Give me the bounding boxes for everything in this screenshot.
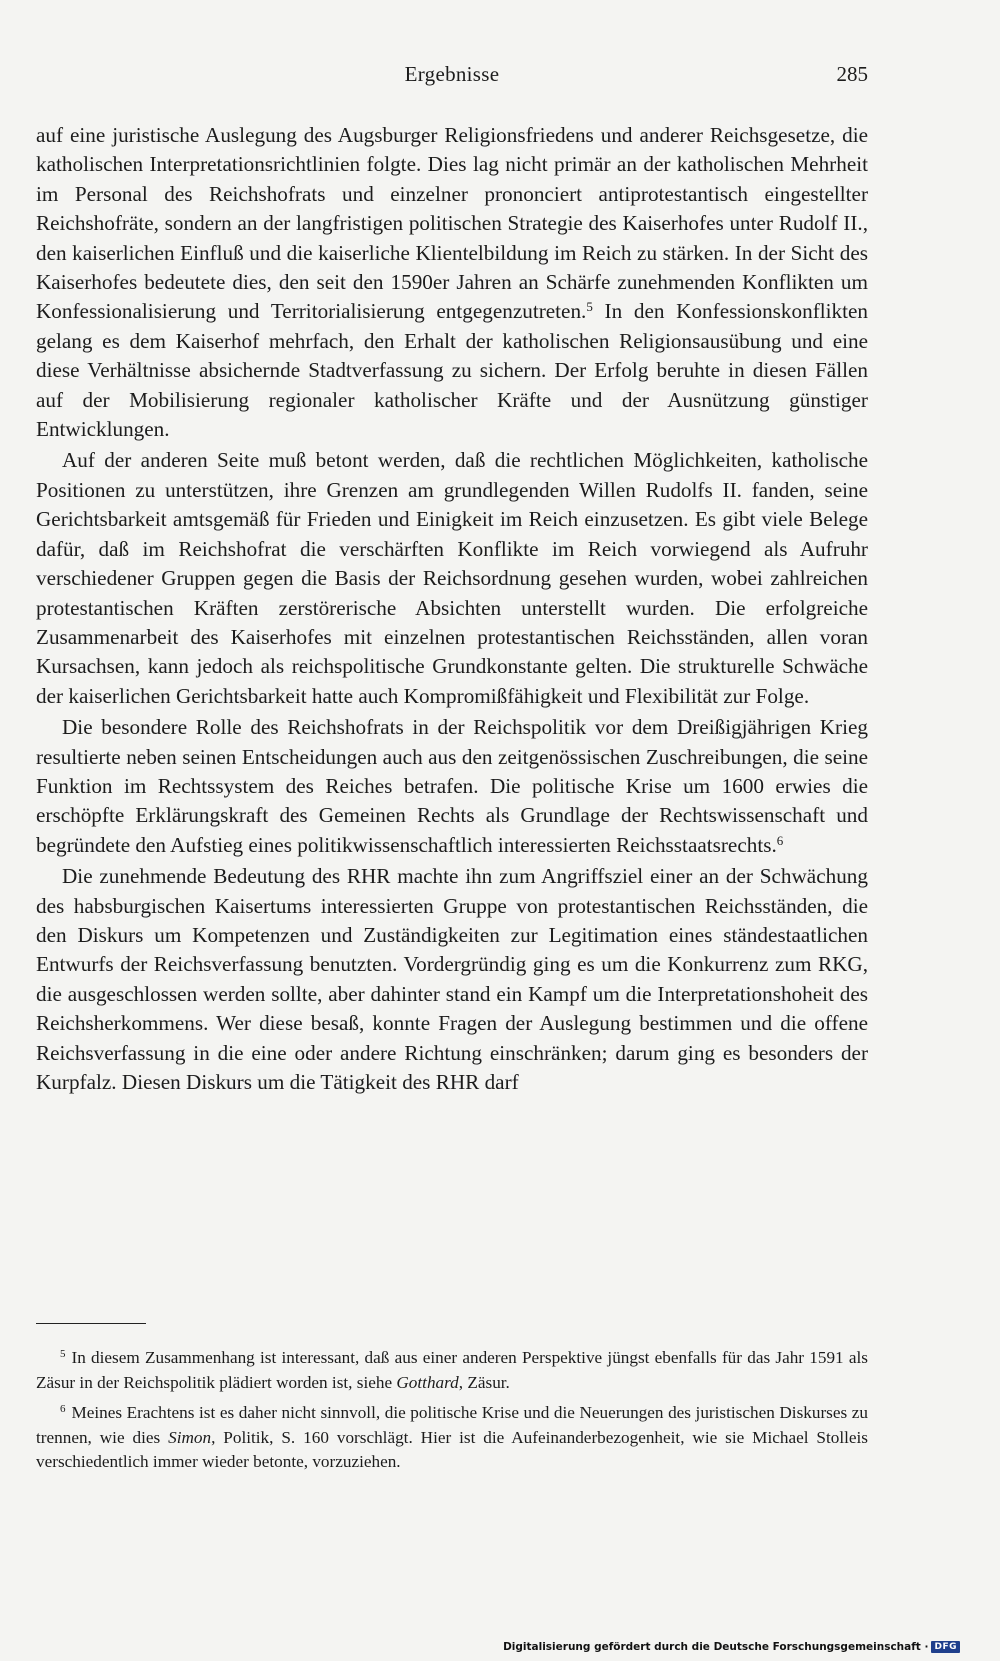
footnote-number: 5 [60, 1348, 66, 1360]
page-number: 285 [836, 62, 868, 86]
paragraph-2: Auf der anderen Seite muß betont werden, daß die rechtlichen Möglichkeiten, katholische Positionen zu unterstützen, ihre Grenzen am grundlegenden Willen Rudolfs II. fanden, seine Gerichtsbarkeit amtsgemäß für Frieden und Einigkeit im Reich einzusetzen. Es gibt viele Belege dafür, daß im Reichshofrat die verschärften Konflikte im Reich vorwiegend als Aufruhr verschiedener Gruppen gegen die Basis der Reichsordnung gesehen wurden, wobei zahlreichen protestantischen Kräften zerstörerische Absichten unterstellt wurden. Die erfolgreiche Zusammenarbeit des Kaiserhofes mit einzelnen protestantischen Reichsständen, allen voran Kursachsen, kann jedoch als reichspolitische Grundkonstante gelten. Die strukturelle Schwäche der kaiserlichen Gerichtsbarkeit hatte auch Kompromißfähigkeit und Flexibilität zur Folge. [36, 448, 868, 708]
paragraph-1-continuation: In den Konfessionskonflikten gelang es dem Kaiserhof mehrfach, den Erhalt der katholischen Religionsausübung und eine diese Verhältnisse absichernde Stadtverfassung zu sichern. Der Erfolg beruhte in diesen Fällen auf der Mobilisierung regionaler katholischer Kräfte und der Ausnützung günstiger Entwicklungen. [36, 299, 869, 442]
footnote-ref-5[interactable]: 5 [586, 299, 593, 315]
footnote-6 [36, 1401, 868, 1475]
footnote-number: 6 [60, 1403, 66, 1416]
page-header [36, 62, 868, 92]
footnote-author: Simon [168, 1427, 212, 1447]
footnote-author: Gotthard [396, 1372, 459, 1392]
main-text [36, 121, 868, 1097]
paragraph-1 [36, 121, 868, 444]
paragraph-3 [36, 713, 868, 860]
paragraph-3-text: Die besondere Rolle des Reichshofrats in der Reichspolitik vor dem Dreißigjährigen Krieg resultierte neben seinen Entscheidungen auch aus den zeitgenössischen Zuschreibungen, die seine Funktion im Rechtssystem des Reiches betrafen. Die politische Krise um 1600 erwies die erschöpfte Erklärungskraft des Gemeinen Rechts als Grundlage der Rechtswissenschaft und begründete den Aufstieg eines politikwissenschaftlich interessierten Reichsstaatsrechts. [36, 715, 868, 857]
digitization-credit [503, 1641, 960, 1653]
paragraph-4: Die zunehmende Bedeutung des RHR machte ihn zum Angriffsziel einer an der Schwächung des habsburgischen Kaisertums interessierten Gruppe von protestantischen Reichsständen, die den Diskurs um Kompetenzen und Zuständigkeiten zur Legitimation eines ständestaatlichen Entwurfs der Reichsverfassung benutzten. Vordergründig ging es um die Konkurrenz zum RKG, die ausgeschlossen werden sollte, aber dahinter stand ein Kampf um die Interpretationshoheit des Reichsherkommens. Wer diese besaß, konnte Fragen der Auslegung bestimmen und die offene Reichsverfassung in die eine oder andere Richtung einschränken; darum ging es besonders der Kurpfalz. Diesen Diskurs um die Tätigkeit des RHR darf [36, 864, 868, 1094]
footnote-separator [36, 1323, 146, 1324]
paragraph-1-text: auf eine juristische Auslegung des Augsburger Religionsfriedens und anderer Reichsgesetze, die katholischen Interpretationsrichtlinien folgte. Dies lag nicht primär an der katholischen Mehrheit im Personal des Reichshofrats und einzelner prononciert antiprotestantisch eingestellter Reichshofräte, sondern an der langfristigen politischen Strategie des Kaiserhofes unter Rudolf II., den kaiserlichen Einfluß und die kaiserliche Klientelbildung im Reich zu stärken. In der Sicht des Kaiserhofes bedeutete dies, den seit den 1590er Jahren an Schärfe zunehmenden Konflikten um Konfessionalisierung und Territorialisierung entgegenzutreten. [36, 123, 868, 324]
footnotes [36, 1346, 868, 1481]
footnote-5 [36, 1346, 868, 1395]
credit-text: Digitalisierung gefördert durch die Deutsche Forschungsgemeinschaft · [503, 1641, 929, 1653]
running-head: Ergebnisse [404, 62, 500, 86]
dfg-logo: DFG [931, 1641, 960, 1653]
footnote-text: Meines Erachtens ist es daher nicht sinnvoll, die politische Krise und die Neuerungen des juristischen Diskurses zu trennen, wie dies [36, 1403, 868, 1447]
footnote-text: In diesem Zusammenhang ist interessant, daß aus einer anderen Perspektive jüngst ebenfalls für das Jahr 1591 als Zäsur in der Reichspolitik plädiert worden ist, siehe [36, 1348, 868, 1392]
footnote-ref-6[interactable]: 6 [776, 832, 784, 848]
footnote-text: , Politik, S. 160 vorschlägt. Hier ist die Aufeinanderbezogenheit, wie sie Michael Stolleis verschiedentlich immer wieder betonte, vorzuziehen. [36, 1427, 868, 1472]
footnote-text: , Zäsur. [458, 1372, 510, 1392]
